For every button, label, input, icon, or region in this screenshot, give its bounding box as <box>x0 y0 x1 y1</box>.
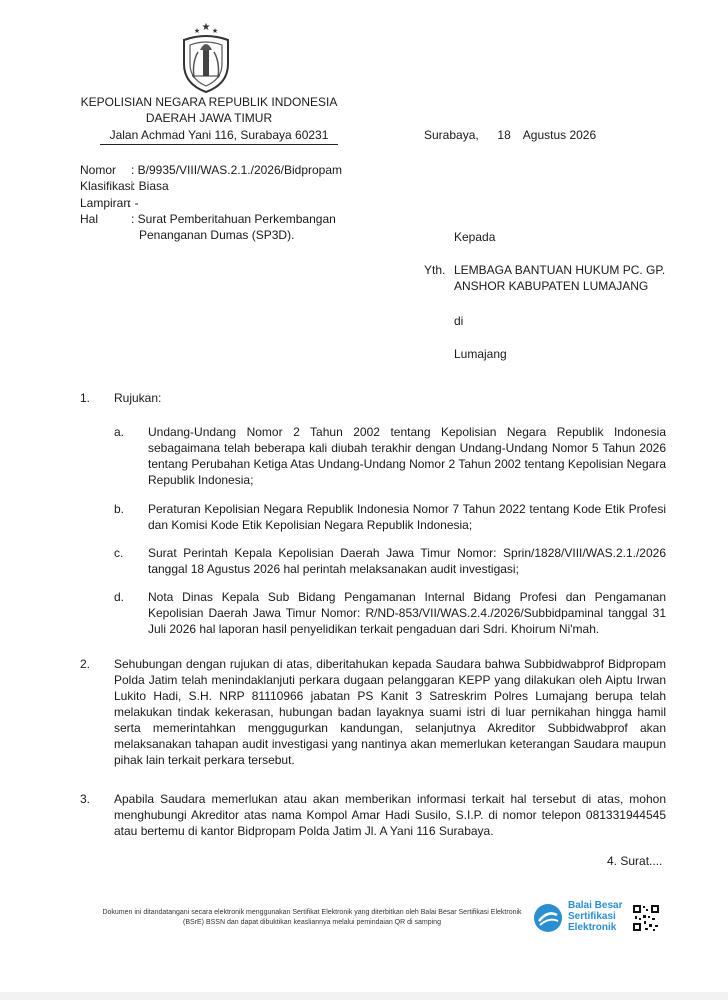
recipient-city: Lumajang <box>454 347 507 361</box>
lampiran-label: Lampiran <box>80 196 131 210</box>
svg-text:★: ★ <box>201 22 211 33</box>
section3-text: Apabila Saudara memerlukan atau akan memberikan informasi terkait hal tersebut di atas, mohon menghubungi Akreditor atas nama Kompol Amar Hadi Susilo, S.I.P. di nomor telepon 081331944545 atau bertemu di kantor Bidpropam Polda Jatim Jl. A Yani 116 Surabaya. <box>114 792 666 838</box>
recipient-yth: Yth. <box>424 263 446 277</box>
ref-c-text: Surat Perintah Kepala Kepolisian Daerah Jawa Timur Nomor: Sprin/1828/VIII/WAS.2.1./2026 tanggal 18 Agustus 2026 hal perintah melaksanakan audit investigasi; <box>148 546 666 576</box>
section3-number: 3. <box>80 792 91 806</box>
date-day: 18 <box>497 128 511 142</box>
hal-value-line2: Penanganan Dumas (SP3D). <box>139 228 295 242</box>
hal-label: Hal <box>80 212 99 226</box>
bsre-logo-icon <box>532 902 564 934</box>
bsre-name-line1: Balai Besar <box>568 900 623 911</box>
klasifikasi-value: : Biasa <box>132 179 169 193</box>
klasifikasi-label: Klasifikasi <box>80 179 134 193</box>
section2-text: Sehubungan dengan rujukan di atas, diberitahukan kepada Saudara bahwa Subbidwabprof Bidpropam Polda Jatim telah menindaklanjuti perkara dugaan pelanggaran KEPP yang dilakukan oleh Aiptu Irwan Lukito Hadi, S.H. NRP 81110966 jabatan PS Kanit 3 Satreskrim Polres Lumajang berupa telah melakukan tindak kekerasan, hubungan badan layaknya suami istri di luar pernikahan hingga hamil serta memerintahkan menggugurkan kandungan, selanjutnya Akreditor Subbidwabprof akan melaksanakan tahapan audit investigasi yang nantinya akan memerlukan keterangan Saudara maupun pihak lain terkait perkara tersebut. <box>114 657 666 767</box>
ref-d-letter: d. <box>114 590 125 604</box>
section1-number: 1. <box>80 391 91 405</box>
section2-number: 2. <box>80 657 91 671</box>
lampiran-value: : - <box>128 196 139 210</box>
hal-value-line1: : Surat Pemberitahuan Perkembangan <box>131 212 336 226</box>
ref-c-letter: c. <box>114 546 124 560</box>
bsre-name <box>568 900 630 933</box>
bsre-name-line2: Sertifikasi <box>568 911 616 922</box>
recipient-di: di <box>454 314 464 328</box>
svg-text:★: ★ <box>211 28 219 35</box>
continuation-marker: 4. Surat.... <box>607 854 663 868</box>
ref-a-letter: a. <box>114 425 125 439</box>
ref-d-text: Nota Dinas Kepala Sub Bidang Pengamanan Internal Bidang Profesi dan Pengamanan Kepolisian Daerah Jawa Timur Nomor: R/ND-853/VII/WAS.2.4./2026/Subbidpaminal tanggal 31 Juli 2026 hal laporan hasil penyelidikan terkait pengaduan dari Sdri. Khoirum Ni'mah. <box>148 590 666 636</box>
ref-b-letter: b. <box>114 502 125 516</box>
recipient-name-line2: ANSHOR KABUPATEN LUMAJANG <box>454 279 649 293</box>
nomor-value: : B/9935/VIII/WAS.2.1./2026/Bidpropam <box>131 163 343 177</box>
ref-a-text: Undang-Undang Nomor 2 Tahun 2002 tentang Kepolisian Negara Republik Indonesia sebagaimana telah beberapa kali diubah terakhir dengan Undang-Undang Nomor 5 Tahun 2026 tentang Perubahan Ketiga Atas Undang-Undang Nomor 2 Tahun 2002 tentang Kepolisian Negara Republik Indonesia; <box>148 425 666 487</box>
section1-title: Rujukan: <box>114 391 162 405</box>
ref-b-text: Peraturan Kepolisian Negara Republik Indonesia Nomor 7 Tahun 2022 tentang Kode Etik Profesi dan Komisi Kode Etik Kepolisian Negara Republik Indonesia; <box>148 502 666 532</box>
header-institution: KEPOLISIAN NEGARA REPUBLIK INDONESIA <box>80 95 338 109</box>
bsre-name-line3: Elektronik <box>568 922 617 933</box>
header-address: Jalan Achmad Yani 116, Surabaya 60231 <box>109 128 329 142</box>
header-divider <box>100 144 338 145</box>
esign-notice: Dokumen ini ditandatangani secara elektronik menggunakan Sertifikat Elektronik yang diterbitkan oleh Balai Besar Sertifikasi Elektronik (BSrE) BSSN dan dapat dibuktikan keasliannya melalui pemindaian QR di samping <box>102 909 522 926</box>
header-region: DAERAH JAWA TIMUR <box>145 111 273 125</box>
recipient-name-line1: LEMBAGA BANTUAN HUKUM PC. GP. <box>454 263 666 277</box>
page-bottom-edge <box>0 992 728 1000</box>
svg-text:★: ★ <box>193 28 201 35</box>
date-month-year: Agustus 2026 <box>522 128 597 142</box>
police-crest-icon <box>170 18 242 94</box>
place-date <box>424 127 596 143</box>
date-place: Surabaya, <box>424 128 479 142</box>
nomor-label: Nomor <box>80 163 117 177</box>
qr-code-icon <box>632 904 660 932</box>
recipient-kepada: Kepada <box>454 230 496 244</box>
